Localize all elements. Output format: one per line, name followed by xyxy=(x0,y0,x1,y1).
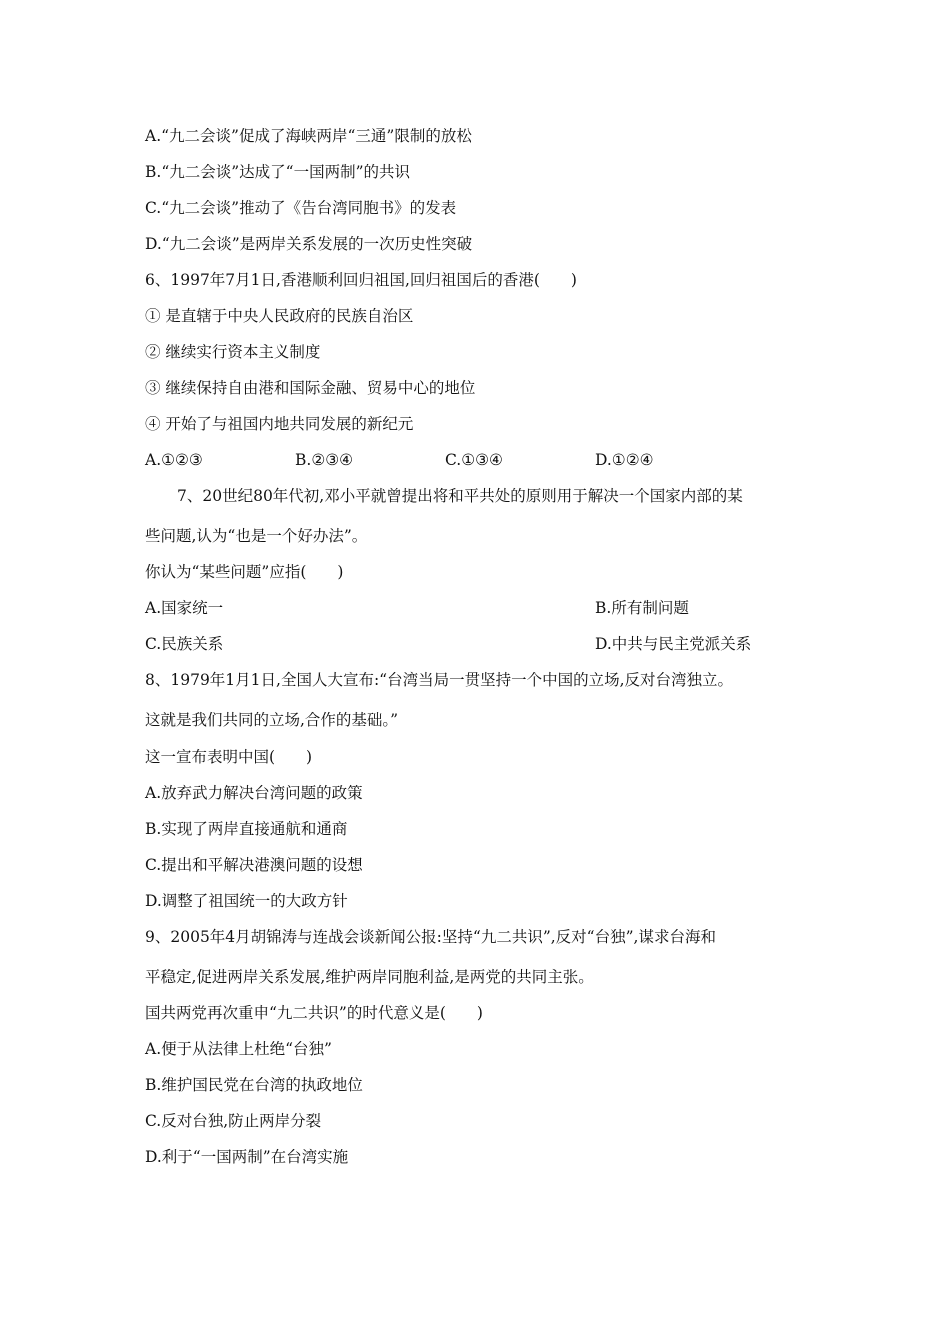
q8-stem-line1: 8、1979年1月1日,全国人大宣布:“台湾当局一贯坚持一个中国的立场,反对台湾独立。 xyxy=(145,671,734,689)
q9-option-b: B.维护国民党在台湾的执政地位 xyxy=(145,1076,363,1094)
q6-item-3: ③ 继续保持自由港和国际金融、贸易中心的地位 xyxy=(145,379,476,397)
q5-option-b: B.“九二会谈”达成了“一国两制”的共识 xyxy=(145,163,411,181)
q6-option-b: B.②③④ xyxy=(295,451,354,469)
q8-question: 这一宣布表明中国( ) xyxy=(145,748,313,766)
q7-stem-line1: 7、20世纪80年代初,邓小平就曾提出将和平共处的原则用于解决一个国家内部的某 xyxy=(177,487,743,505)
q8-option-a: A.放弃武力解决台湾问题的政策 xyxy=(145,784,363,802)
q5-option-a: A.“九二会谈”促成了海峡两岸“三通”限制的放松 xyxy=(145,127,472,145)
q6-item-2: ② 继续实行资本主义制度 xyxy=(145,343,321,361)
q9-stem-line2: 平稳定,促进两岸关系发展,维护两岸同胞利益,是两党的共同主张。 xyxy=(145,968,594,986)
q7-stem-line2: 些问题,认为“也是一个好办法”。 xyxy=(145,527,368,545)
q8-option-d: D.调整了祖国统一的大政方针 xyxy=(145,892,348,910)
q6-item-1: ① 是直辖于中央人民政府的民族自治区 xyxy=(145,307,414,325)
q6-option-c: C.①③④ xyxy=(445,451,503,469)
q8-stem-line2: 这就是我们共同的立场,合作的基础。” xyxy=(145,711,399,729)
q6-option-a: A.①②③ xyxy=(145,451,203,469)
q9-option-d: D.利于“一国两制”在台湾实施 xyxy=(145,1148,349,1166)
q6-stem: 6、1997年7月1日,香港顺利回归祖国,回归祖国后的香港( ) xyxy=(145,271,577,289)
q9-question: 国共两党再次重申“九二共识”的时代意义是( ) xyxy=(145,1004,483,1022)
q6-item-4: ④ 开始了与祖国内地共同发展的新纪元 xyxy=(145,415,414,433)
q7-option-a: A.国家统一 xyxy=(145,599,224,617)
q5-option-d: D.“九二会谈”是两岸关系发展的一次历史性突破 xyxy=(145,235,473,253)
q7-option-b: B.所有制问题 xyxy=(595,599,689,617)
q7-option-c: C.民族关系 xyxy=(145,635,224,653)
q5-option-c: C.“九二会谈”推动了《告台湾同胞书》的发表 xyxy=(145,199,457,217)
q7-option-d: D.中共与民主党派关系 xyxy=(595,635,752,653)
q6-option-d: D.①②④ xyxy=(595,451,654,469)
q9-option-a: A.便于从法律上杜绝“台独” xyxy=(145,1040,332,1058)
q7-question: 你认为“某些问题”应指( ) xyxy=(145,563,344,581)
q8-option-b: B.实现了两岸直接通航和通商 xyxy=(145,820,348,838)
q8-option-c: C.提出和平解决港澳问题的设想 xyxy=(145,856,363,874)
q9-stem-line1: 9、2005年4月胡锦涛与连战会谈新闻公报:坚持“九二共识”,反对“台独”,谋求台海和 xyxy=(145,928,716,946)
q9-option-c: C.反对台独,防止两岸分裂 xyxy=(145,1112,322,1130)
